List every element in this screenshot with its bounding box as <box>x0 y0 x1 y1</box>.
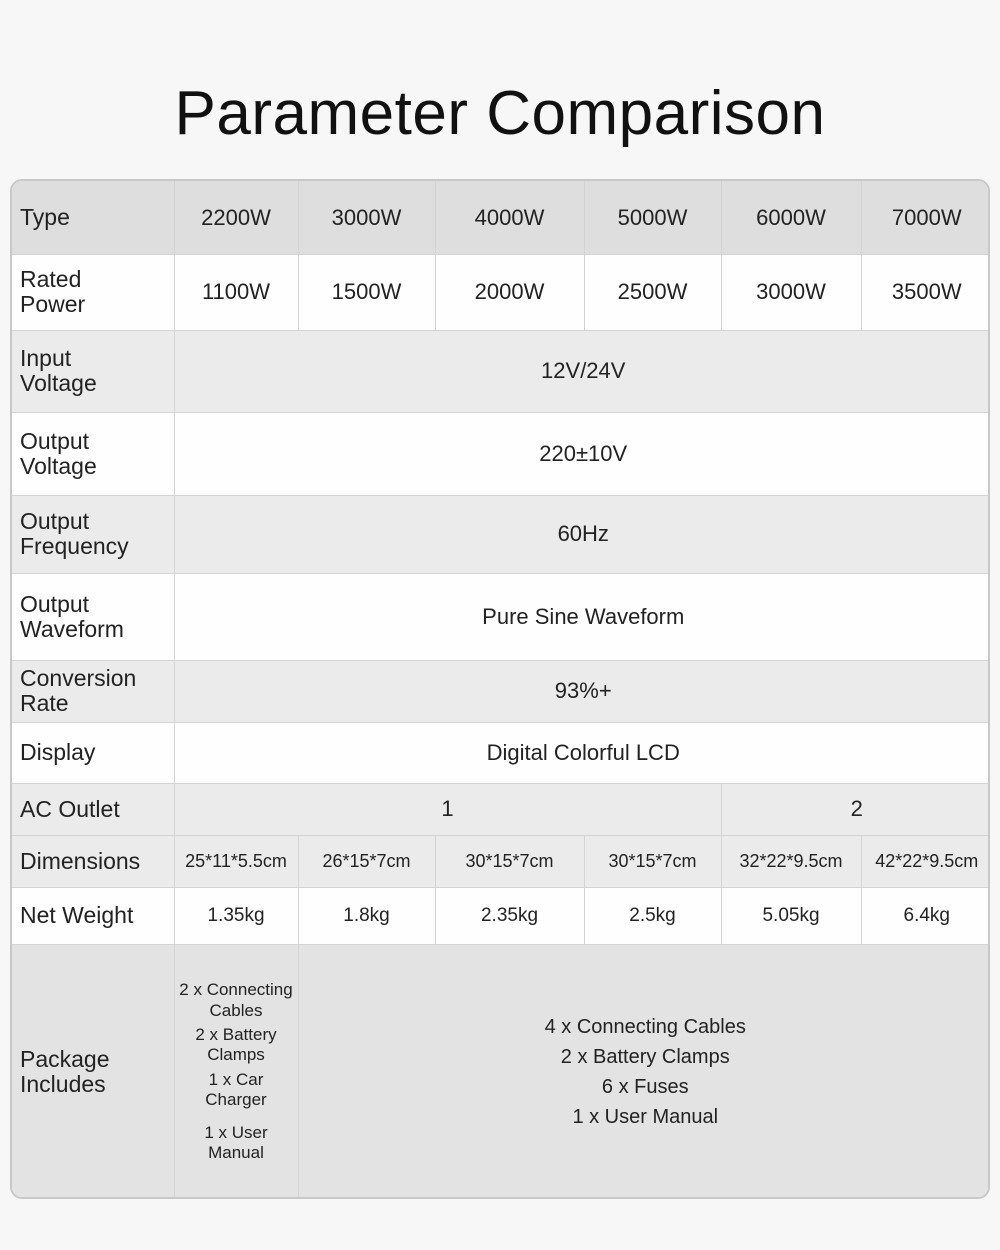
package-item: 2 x Battery Clamps <box>560 1045 730 1068</box>
input-voltage-label: Input Voltage <box>12 330 174 412</box>
model-cell: 3000W <box>298 181 435 254</box>
row-package-includes <box>12 944 990 1199</box>
package-small-list <box>174 944 298 1199</box>
row-output-waveform <box>12 573 990 660</box>
type-label: Type <box>12 181 174 254</box>
dimensions-cell: 30*15*7cm <box>584 835 721 887</box>
rated-power-cell: 3500W <box>861 254 990 330</box>
row-output-frequency <box>12 495 990 573</box>
dimensions-cell: 42*22*9.5cm <box>861 835 990 887</box>
dimensions-label: Dimensions <box>12 835 174 887</box>
display-label: Display <box>12 722 174 783</box>
row-display <box>12 722 990 783</box>
row-type <box>12 181 990 254</box>
dimensions-cell: 25*11*5.5cm <box>174 835 298 887</box>
net-weight-cell: 5.05kg <box>721 887 861 944</box>
row-rated-power <box>12 254 990 330</box>
package-item: 2 x Battery Clamps <box>195 1024 277 1065</box>
model-cell: 4000W <box>435 181 584 254</box>
package-includes-label: Package Includes <box>12 944 174 1199</box>
dimensions-cell: 26*15*7cm <box>298 835 435 887</box>
net-weight-cell: 2.35kg <box>435 887 584 944</box>
display-value: Digital Colorful LCD <box>174 722 990 783</box>
net-weight-cell: 2.5kg <box>584 887 721 944</box>
output-frequency-value: 60Hz <box>174 495 990 573</box>
row-output-voltage <box>12 412 990 495</box>
package-large-list <box>298 944 990 1199</box>
row-input-voltage <box>12 330 990 412</box>
package-item: 6 x Fuses <box>601 1075 689 1098</box>
conversion-rate-value: 93%+ <box>174 660 990 722</box>
dimensions-cell: 30*15*7cm <box>435 835 584 887</box>
comparison-table <box>10 179 990 1199</box>
rated-power-cell: 1500W <box>298 254 435 330</box>
model-cell: 6000W <box>721 181 861 254</box>
input-voltage-value: 12V/24V <box>174 330 990 412</box>
output-waveform-value: Pure Sine Waveform <box>174 573 990 660</box>
net-weight-cell: 1.8kg <box>298 887 435 944</box>
row-ac-outlet <box>12 783 990 835</box>
output-waveform-label: Output Waveform <box>12 573 174 660</box>
output-voltage-label: Output Voltage <box>12 412 174 495</box>
package-item: 4 x Connecting Cables <box>544 1015 746 1038</box>
output-frequency-label: Output Frequency <box>12 495 174 573</box>
dimensions-cell: 32*22*9.5cm <box>721 835 861 887</box>
page-title: Parameter Comparison <box>174 79 826 148</box>
model-cell: 2200W <box>174 181 298 254</box>
net-weight-cell: 6.4kg <box>861 887 990 944</box>
model-cell: 5000W <box>584 181 721 254</box>
ac-outlet-value: 2 <box>721 783 990 835</box>
rated-power-cell: 3000W <box>721 254 861 330</box>
conversion-rate-label: Conversion Rate <box>12 660 174 722</box>
package-item: 1 x User Manual <box>204 1122 268 1162</box>
rated-power-cell: 1100W <box>174 254 298 330</box>
rated-power-cell: 2000W <box>435 254 584 330</box>
model-cell: 7000W <box>861 181 990 254</box>
package-item: 1 x User Manual <box>572 1105 719 1128</box>
net-weight-label: Net Weight <box>12 887 174 944</box>
rated-power-cell: 2500W <box>584 254 721 330</box>
row-conversion-rate <box>12 660 990 722</box>
package-item: 2 x Connecting Cables <box>179 980 293 1020</box>
output-voltage-value: 220±10V <box>174 412 990 495</box>
row-net-weight <box>12 887 990 944</box>
rated-power-label: Rated Power <box>12 254 174 330</box>
row-dimensions <box>12 835 990 887</box>
package-item: 1 x Car Charger <box>205 1069 267 1110</box>
ac-outlet-label: AC Outlet <box>12 783 174 835</box>
net-weight-cell: 1.35kg <box>174 887 298 944</box>
ac-outlet-value: 1 <box>174 783 721 835</box>
